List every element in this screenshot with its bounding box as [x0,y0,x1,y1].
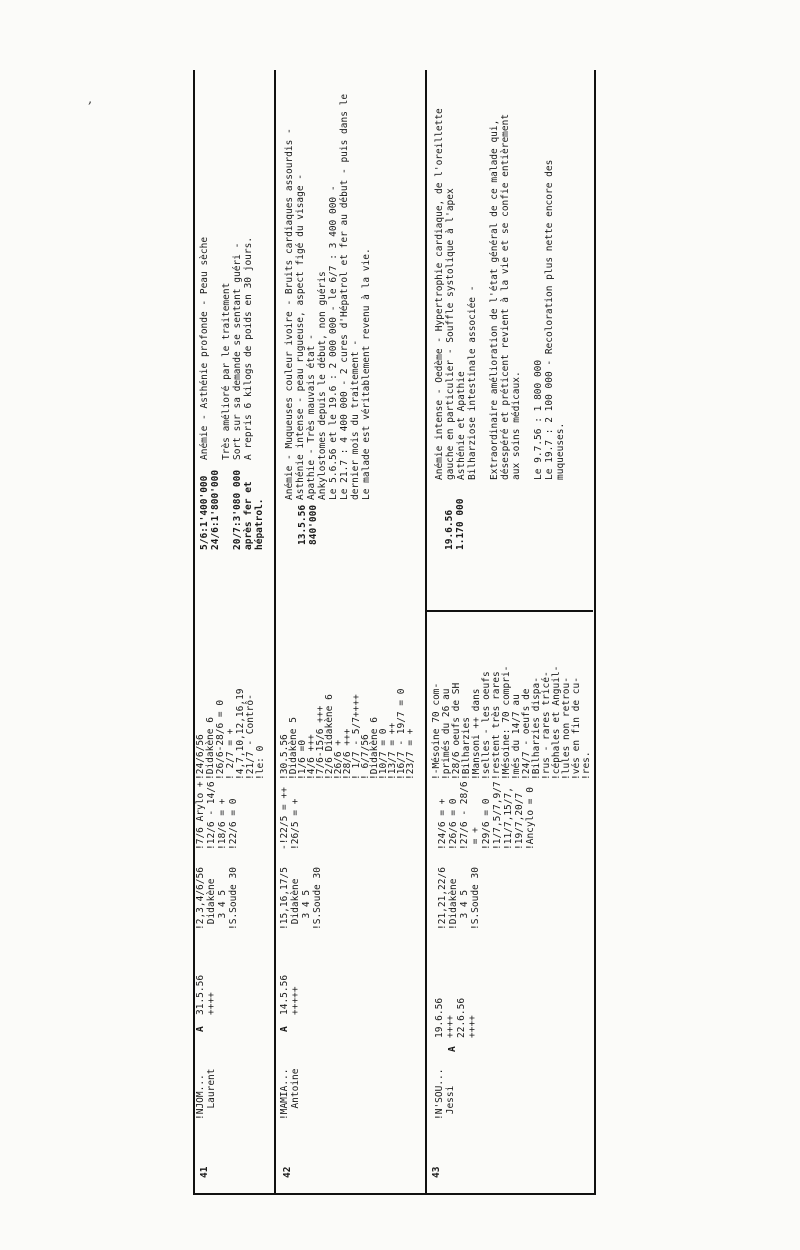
row-41-date-line: ++++ [206,992,217,1015]
row-42-remark-line: Apathie - Très mauvais état - [306,334,317,500]
row-42-patient-line: Antoine [290,1068,301,1120]
row-43-date-line: 22.6.56 [456,997,467,1038]
row-43-blood-line: 1.170 000 [455,498,466,550]
row-41-remark-line: Sort sur sa demande se sentant guéri - [232,242,243,460]
row-41-exams-1-line: !18/6 = + [217,798,228,850]
row-43-exams-2-line: !primés du 26 au [441,688,452,780]
row-43-exams-2-line: !-Mésoine 70 com- [431,682,442,780]
row-43-exams-2-line: !Bilharzies [461,717,472,780]
row-41-mark: A [195,1026,206,1032]
row-42-patient-line: !MAMIA... [279,1068,290,1120]
row-43-mark: A [447,1046,458,1052]
row-43-exams-1-line: !Ancylo = 0 [525,787,536,850]
row-42-blood-line: 840'000 [308,504,319,545]
row-43-exams-2-line: !vés en fin de cu- [571,677,582,780]
row-43-exams-2-line: !28/6 oeufs de SH [451,682,462,780]
row-42-date-line: +++++ [290,986,301,1015]
row-41-treatment-line: !S.Soude 30 [228,867,239,930]
row-42-treatment-line: !15,16,17/5 [279,867,290,930]
row-43-exams-1-line: !29/6 = 0 [481,798,492,850]
row-43-exams-1-line: !26/6 = 0 [448,798,459,850]
row-43-remark-line: muqueuses. [555,422,566,480]
row-42-date-line: 14.5.56 [279,974,290,1015]
row-43-number: 43 [431,1166,442,1178]
row-42-exams-2-line: ! 6/7/56 [360,734,371,780]
row-42-remark-line: dernier mois du traitement - [350,339,361,500]
row-41-exams-2-line: ! 2/7 = + [225,728,236,780]
row-41-patient-line: !NJOM... [195,1074,206,1120]
row-42-blood-line: 13.5.56 [297,504,308,545]
row-42-exams-2-line: !2/6 Didakène 6 [324,694,335,780]
row-42-remark-line: Le 21.7 : 4 400 000 - 2 cures d'Hépatrol et fer au début - puis dans le [339,93,350,500]
row-42-treatment-line: Didakène [290,878,301,930]
row-42-exams-2-line: !13/7 = ++ [387,722,398,780]
row-42-exams-2-line: !23/7 = + [405,728,416,780]
row-43-exams-2-line: !selles - les oeufs [481,671,492,780]
row-43-remark-line: désespéré et préticent revient à la vie et se confie entièrement [500,113,511,480]
row-42-number: 42 [282,1166,293,1178]
row-43-exams-1-line: = + [470,827,481,850]
row-43-treatment-line: !S.Soude 30 [470,867,481,930]
row-42-exams-2-line: !7/6-15/6 +++ [315,705,326,780]
row-43-remark-line: Anémie intense - Oedème - Hypertrophie cardiaque, de l'oreillette [434,108,445,480]
row-42-remark-line: Le malade est véritablement revenu à la vie. [361,248,372,500]
row-41-exams-2-line: !le: 0 [255,745,266,780]
row-42-exams-1-line: !26/5 = + [290,798,301,850]
row-41-blood-line: après fer et [243,481,254,550]
row-41-treatment-line: 3 4 5 [217,889,228,930]
row-41-exams-2-line: !4,7,10,12,16,19 [235,688,246,780]
row-43-exams-2-line: !res. [581,751,592,780]
row-43-date-line: ++++ [467,1015,478,1038]
row-41-treatment-line: !2,3,4/6/56 [195,867,206,930]
row-42-exams-2-line: !Didakène 5 [288,717,299,780]
row-43-remark-line: Bilharziose intestinale associée - [467,285,478,480]
row-42-exams-2-line: !30.5.56 [279,734,290,780]
row-43-date-line: 19.6.56 [434,997,445,1038]
row-42-exams-2-line: ! 1/7 - 5/7++++ [351,694,362,780]
row-43-exams-2-line: !més du 14/7 au [511,694,522,780]
row-43-remark-line: Le 19.7 : 2 100 000 - Recoloration plus nette encore des [544,159,555,480]
row-43-exams-2-line: !restent très rares [491,671,502,780]
row-43-exams-2-line: !Mésoine: 70 compri- [501,665,512,780]
row-43-exams-1-line: !19/7,20/7 [514,792,525,850]
row-41-remark-line: Anémie - Asthénie profonde - Peau sèche [199,236,210,460]
row-41-remark-line: Très amélioré par le traitement [221,282,232,460]
row-42-exams-2-line: !16/7 - 19/7 = 0 [396,688,407,780]
row-41-remark-line: A repris 6 kilogs de poids en 30 jours. [243,236,254,460]
row-43-treatment-line: 3 4 5 [459,889,470,930]
row-43-remark-line: Asthénie et Apathie [456,371,467,480]
row-41-blood-line: hépatrol. [254,498,265,550]
row-42-treatment-line: !S.Soude 30 [312,867,323,930]
row-42-exams-1-line: -!22/5 = ++ [279,787,290,850]
row-41-exams-2-line: !Didakène 6 [205,717,216,780]
row-42-exams-2-line: !4/6 +++ [306,734,317,780]
row-41-blood-line: 5/6:1'400'000 [199,475,210,550]
row-43-exams-2-line: !rus - rares tricé- [541,671,552,780]
row-42-exams-2-line: !Didakène 6 [369,717,380,780]
row-43-treatment-line: !21,21,22/6 [437,867,448,930]
row-43-exams-2-line: !lules non retrou- [561,677,572,780]
row-43-exams-1-line: !24/6 = + [437,798,448,850]
row-43-patient-line: !N'SOU... [434,1068,445,1120]
row-41-date-line: 31.5.56 [195,974,206,1015]
row-42-treatment-line: 3 4 5 [301,889,312,930]
row-43-exams-1-line: !11/7,15/7, [503,787,514,850]
row-41-exams-1-line: !22/6 = 0 [228,798,239,850]
row-42-remark-line: Asthénie intense - peau rugueuse, aspect figé du visage - [295,173,306,500]
row-43-patient-line: Jessi [445,1085,456,1120]
row-43-treatment-line: !Didakène [448,878,459,930]
row-43-exams-2-line: !Mansoni ++ dans [471,688,482,780]
row-41-number: 41 [199,1166,210,1178]
row-41-blood-line: 20/7:3'080 000 [232,469,243,550]
stray-mark: , [88,92,93,107]
row-43-exams-1-line: !27/6 - 28/6 [459,781,470,850]
row-43-exams-2-line: !Bilharzies dispa- [531,677,542,780]
row-41-exams-1-line: !12/6 - 14/6 [206,781,217,850]
row-43-remark-line: gauche en particulier - Souffle systolique à l'apex [445,188,456,480]
row-41-exams-2-line: !21/7 - Contrô- [245,694,256,780]
row-41-exams-2-line: !24/6/56 [195,734,206,780]
row-42-mark: A [279,1026,290,1032]
row-42-exams-2-line: !26/6 + [333,739,344,780]
row-41-blood-line: 24/6:1'800'000 [210,469,221,550]
row-43-remark-line: Extraordinaire amélioration de l'état général de ce malade qui, [489,119,500,480]
row-43-remark-line: aux soins médicaux. [511,371,522,480]
row-42-remark-line: Ankylostomes depuis le début, non guéris [317,271,328,500]
row-43-remark-line: Le 9.7.56 : 1 800 000 [533,359,544,480]
row-42-exams-2-line: !10/7 = 0 [378,728,389,780]
row-43-exams-2-line: !24/7 - oeufs de [521,688,532,780]
row-41-treatment-line: Didakène [206,878,217,930]
row-43-blood-line: 19.6.56 [444,509,455,550]
row-41-patient-line: Laurent [206,1068,217,1120]
row-41-exams-1-line: !7/6 Arylo + [195,781,206,850]
row-41-exams-2-line: !26/6-28/6 = 0 [215,699,226,780]
row-43-date-line: ++++ [445,1015,456,1038]
row-42-exams-2-line: !28/6 +++ [342,728,353,780]
row-42-remark-line: Le 5.6.56 et le 19.6 : 2 000 000 - le 6/7 : 3 400 000 - [328,185,339,500]
row-43-exams-2-line: !céphales et Anguil- [551,665,562,780]
row-42-exams-2-line: !1/6 =0 [297,739,308,780]
row-42-remark-line: Anémie - Muqueuses couleur ivoire - Bruits cardiaques assourdis - [284,128,295,500]
row-43-exams-1-line: !1/7,5/7,9/7 [492,781,503,850]
